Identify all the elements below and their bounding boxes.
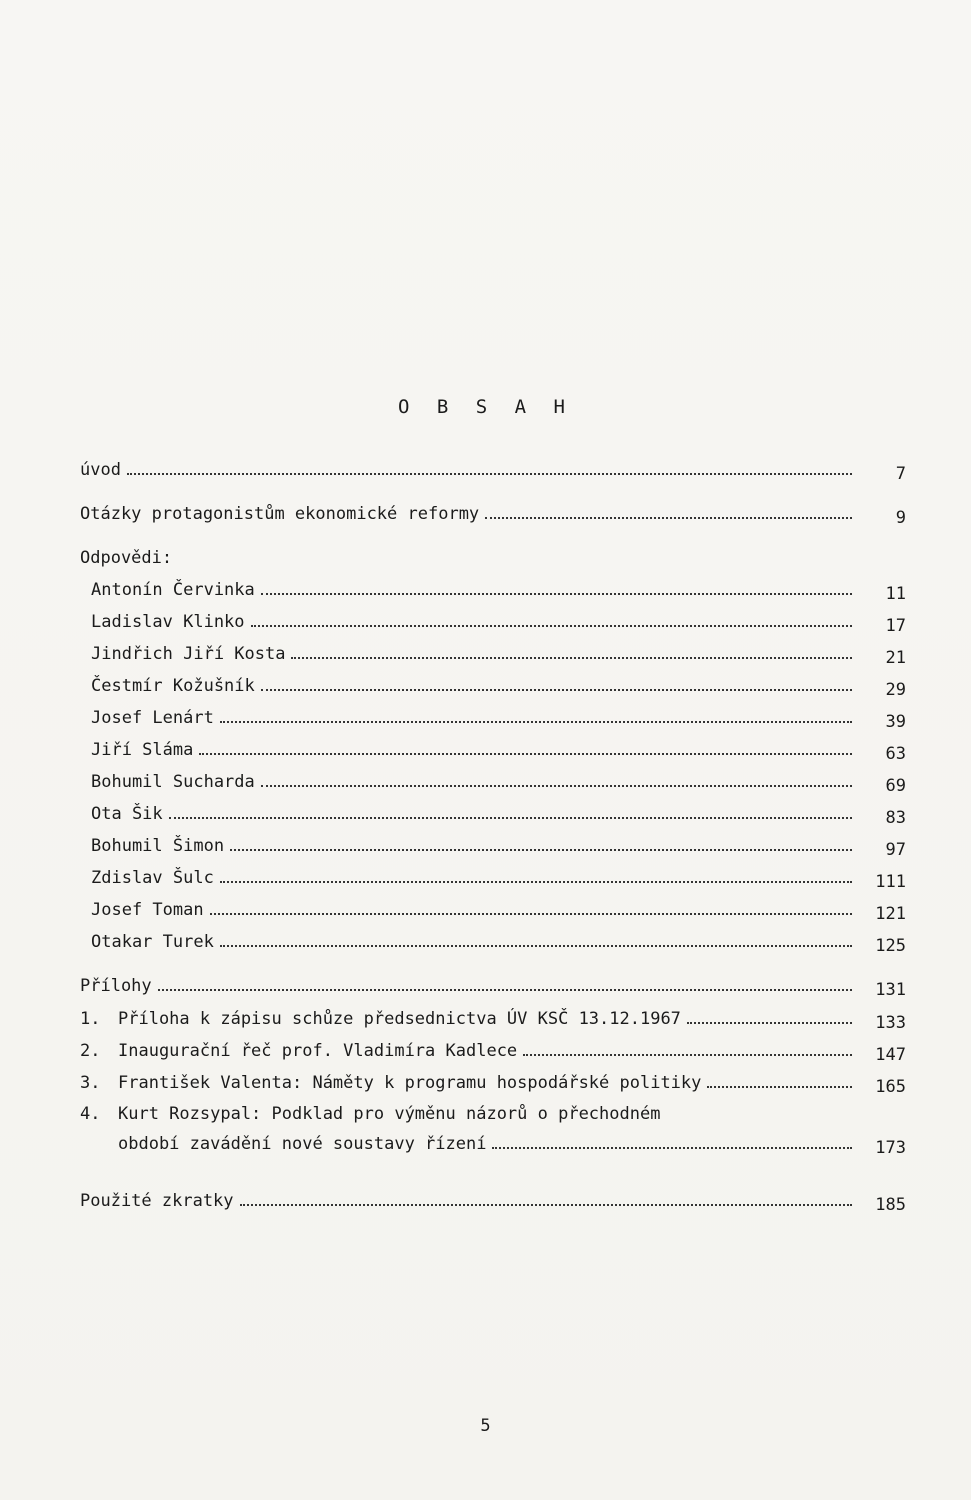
toc-entry-label: Antonín Červinka	[91, 580, 255, 600]
appendix-number: 2.	[80, 1041, 101, 1061]
appendix-number: 3.	[80, 1073, 101, 1093]
appendix-number: 1.	[80, 1009, 101, 1029]
toc-entry	[91, 900, 906, 924]
leader-dots	[158, 989, 852, 991]
toc-entry-page: 173	[875, 1138, 906, 1158]
leader-dots	[220, 945, 852, 947]
toc-entry	[91, 644, 906, 668]
toc-entry-label: Jiří Sláma	[91, 740, 194, 760]
appendix-label: Kurt Rozsypal: Podklad pro výměnu názorů o přechodném	[118, 1104, 661, 1124]
toc-entry-label: Přílohy	[80, 976, 152, 996]
toc-entry-label: Ladislav Klinko	[91, 612, 245, 632]
toc-entry-label: Ota Šik	[91, 804, 163, 824]
responses-heading: Odpovědi:	[80, 548, 173, 568]
leader-dots	[261, 689, 852, 691]
appendix-label: Příloha k zápisu schůze předsednictva ÚV KSČ 13.12.1967	[118, 1009, 681, 1029]
toc-entry-page: 69	[885, 776, 906, 796]
appendix-label-continued: období zavádění nové soustavy řízení	[118, 1134, 487, 1154]
toc-entry-page: 17	[885, 616, 906, 636]
toc-entry-page: 133	[875, 1013, 906, 1033]
toc-entry-page: 121	[875, 904, 906, 924]
toc-entry-label: Otakar Turek	[91, 932, 214, 952]
toc-entry-page: 185	[875, 1195, 906, 1215]
leader-dots	[220, 721, 852, 723]
appendix-entry	[80, 1073, 906, 1097]
toc-entry-page: 21	[885, 648, 906, 668]
toc-entry	[80, 504, 906, 528]
toc-entry-page: 125	[875, 936, 906, 956]
toc-entry-label: úvod	[80, 460, 121, 480]
appendix-entry-first-line	[80, 1104, 906, 1128]
leader-dots	[169, 817, 852, 819]
appendix-label: František Valenta: Náměty k programu hospodářské politiky	[118, 1073, 702, 1093]
page-number: 5	[480, 1416, 491, 1436]
toc-entry-page: 11	[885, 584, 906, 604]
toc-entry-label: Čestmír Kožušník	[91, 676, 255, 696]
toc-entry-label: Otázky protagonistům ekonomické reformy	[80, 504, 480, 524]
toc-entry-label: Josef Lenárt	[91, 708, 214, 728]
leader-dots	[261, 593, 852, 595]
toc-entry-page: 97	[885, 840, 906, 860]
toc-entry	[91, 740, 906, 764]
toc-entry-page: 63	[885, 744, 906, 764]
leader-dots	[127, 473, 852, 475]
toc-entry	[91, 580, 906, 604]
toc-entry-page: 29	[885, 680, 906, 700]
leader-dots	[687, 1022, 852, 1024]
toc-entry-page: 111	[875, 872, 906, 892]
leader-dots	[251, 625, 852, 627]
appendix-entry-continuation	[118, 1134, 906, 1158]
leader-dots	[492, 1147, 852, 1149]
toc-entry	[91, 836, 906, 860]
toc-entry-page: 165	[875, 1077, 906, 1097]
toc-entry-page: 131	[875, 980, 906, 1000]
leader-dots	[220, 881, 852, 883]
toc-entry-label: Josef Toman	[91, 900, 204, 920]
leader-dots	[230, 849, 852, 851]
toc-entry-label: Zdislav Šulc	[91, 868, 214, 888]
toc-entry	[91, 772, 906, 796]
toc-entry	[91, 804, 906, 828]
appendix-number: 4.	[80, 1104, 101, 1124]
toc-entry-label: Bohumil Šimon	[91, 836, 225, 856]
leader-dots	[291, 657, 852, 659]
page-title: O B S A H	[398, 396, 573, 418]
toc-entry	[91, 676, 906, 700]
appendix-entry	[80, 1041, 906, 1065]
toc-entry	[80, 1191, 906, 1215]
toc-entry	[91, 612, 906, 636]
appendix-label: Inaugurační řeč prof. Vladimíra Kadlece	[118, 1041, 518, 1061]
leader-dots	[261, 785, 852, 787]
leader-dots	[240, 1204, 852, 1206]
leader-dots	[210, 913, 852, 915]
toc-entry	[80, 976, 906, 1000]
toc-entry-page: 147	[875, 1045, 906, 1065]
toc-entry	[91, 708, 906, 732]
leader-dots	[199, 753, 852, 755]
toc-entry-page: 83	[885, 808, 906, 828]
toc-entry	[91, 932, 906, 956]
toc-entry-label: Jindřich Jiří Kosta	[91, 644, 286, 664]
leader-dots	[707, 1086, 852, 1088]
leader-dots	[523, 1054, 852, 1056]
toc-entry	[80, 460, 906, 484]
toc-entry-label: Bohumil Sucharda	[91, 772, 255, 792]
toc-entry-page: 9	[895, 508, 906, 528]
toc-entry-page: 7	[895, 464, 906, 484]
leader-dots	[485, 517, 852, 519]
appendix-entry	[80, 1009, 906, 1033]
toc-entry-label: Použité zkratky	[80, 1191, 234, 1211]
toc-entry	[91, 868, 906, 892]
toc-entry-page: 39	[885, 712, 906, 732]
